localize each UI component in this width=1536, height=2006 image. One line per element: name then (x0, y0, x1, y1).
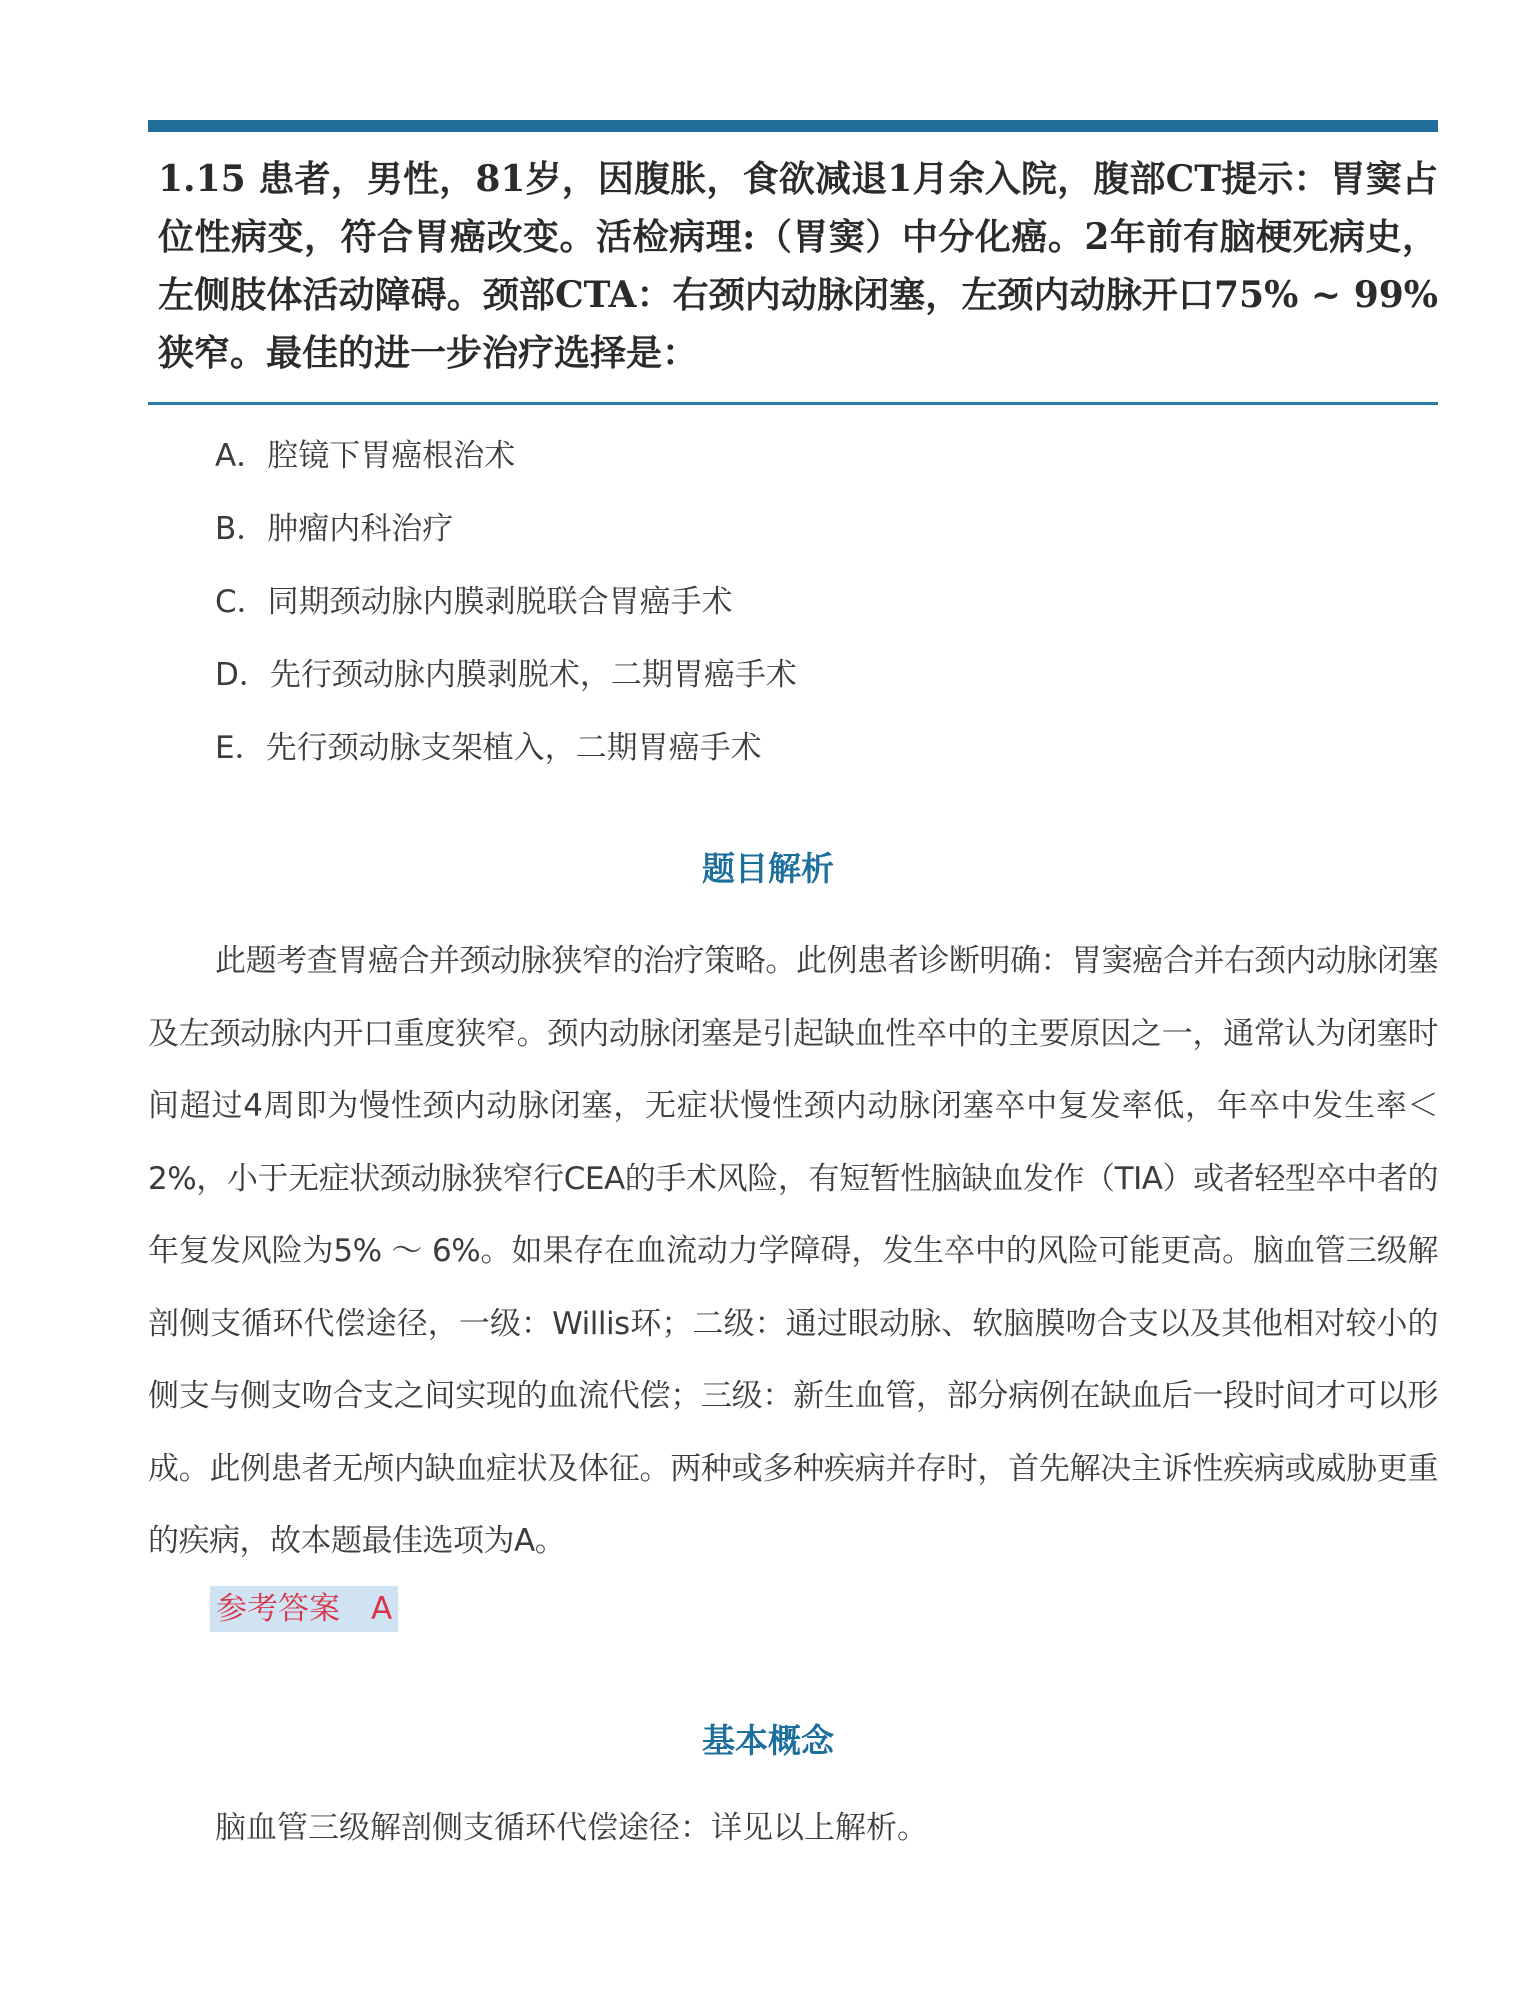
question-text: 1.15 患者，男性，81岁，因腹胀，食欲减退1月余入院，腹部CT提示：胃窦占位性病变，符合胃癌改变。活检病理:（胃窦）中分化癌。2年前有脑梗死病史，左侧肢体活动障碍。颈部CTA：右颈内动脉闭塞，左颈内动脉开口75% ~ 99%狭窄。最佳的进一步治疗选择是： (158, 158, 1438, 374)
options-list (215, 420, 797, 785)
top-rule (148, 120, 1438, 132)
analysis-heading: 题目解析 (702, 849, 834, 888)
analysis-text: 此题考查胃癌合并颈动脉狭窄的治疗策略。此例患者诊断明确：胃窦癌合并右颈内动脉闭塞及左颈动脉内开口重度狭窄。颈内动脉闭塞是引起缺血性卒中的主要原因之一，通常认为闭塞时间超过4周即为慢性颈内动脉闭塞，无症状慢性颈内动脉闭塞卒中复发率低，年卒中发生率＜2%，小于无症状颈动脉狭窄行CEA的手术风险，有短暂性脑缺血发作（TIA）或者轻型卒中者的年复发风险为5% ～ 6%。如果存在血流动力学障碍，发生卒中的风险可能更高。脑血管三级解剖侧支循环代偿途径，一级：Willis环；二级：通过眼动脉、软脑膜吻合支以及其他相对较小的侧支与侧支吻合支之间实现的血流代偿；三级：新生血管，部分病例在缺血后一段时间才可以形成。此例患者无颅内缺血症状及体征。两种或多种疾病并存时，首先解决主诉性疾病或威胁更重的疾病，故本题最佳选项为A。 (148, 943, 1438, 1559)
question-divider (148, 402, 1438, 405)
concept-text: 脑血管三级解剖侧支循环代偿途径：详见以上解析。 (215, 1810, 928, 1846)
option-a: A．腔镜下胃癌根治术 (215, 438, 516, 474)
option-e: E．先行颈动脉支架植入，二期胃癌手术 (215, 730, 762, 766)
option-b: B．肿瘤内科治疗 (215, 511, 454, 547)
reference-answer: 参考答案 A (210, 1586, 398, 1632)
option-c: C．同期颈动脉内膜剥脱联合胃癌手术 (215, 584, 733, 620)
option-d: D．先行颈动脉内膜剥脱术，二期胃癌手术 (215, 657, 797, 693)
concept-heading: 基本概念 (702, 1721, 834, 1760)
